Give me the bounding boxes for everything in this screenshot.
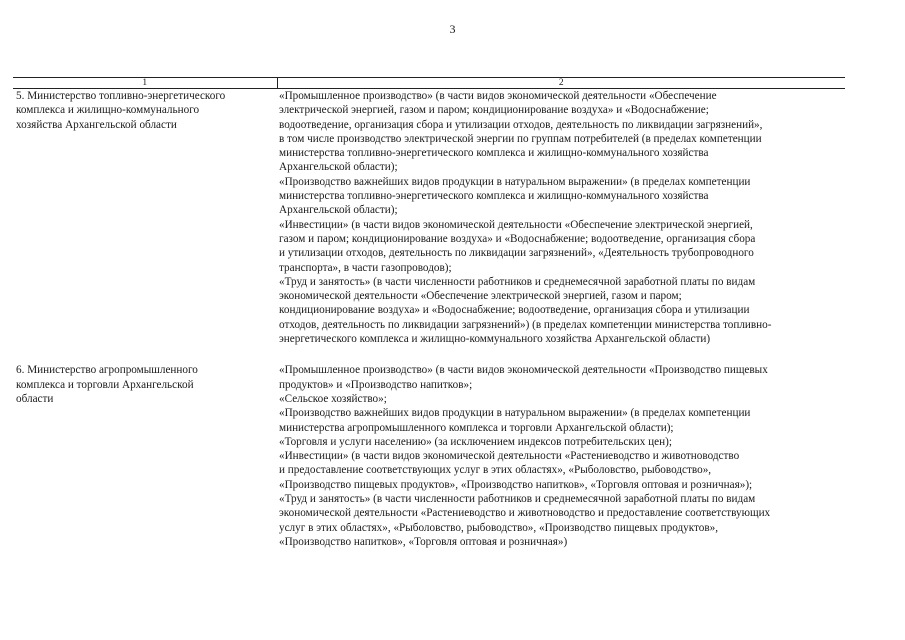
ministry-name-line: 6. Министерство агропромышленного (16, 364, 198, 377)
description-line: продуктов» и «Производство напитков»; (279, 378, 473, 391)
description-line: услуг в этих областях», «Рыболовство, рыбоводство», «Производство пищевых продуктов», (279, 521, 719, 534)
column-header-1: 1 (13, 78, 277, 89)
ministry-name-cell (13, 346, 277, 549)
ministry-name-cell (13, 89, 277, 347)
description-line: «Инвестиции» (в части видов экономической деятельности «Растениеводство и животноводство (279, 450, 740, 463)
description-line: «Производство пищевых продуктов», «Производство напитков», «Торговля оптовая и розничная»); (279, 478, 753, 491)
description-line: министерства топливно-энергетического комплекса и жилищно-коммунального хозяйства (279, 147, 709, 160)
description-line: «Труд и занятость» (в части численности работников и среднемесячной заработной платы по видам (279, 493, 756, 506)
statistics-description-cell (277, 346, 845, 549)
column-header-2: 2 (277, 78, 845, 89)
description-line: Архангельской области); (279, 204, 398, 217)
description-line: газом и паром; кондиционирование воздуха» и «Водоснабжение; водоотведение, организация сбора (279, 232, 756, 245)
description-line: «Производство важнейших видов продукции в натуральном выражении» (в пределах компетенции (279, 175, 751, 188)
table-header-row (13, 78, 845, 89)
description-line: «Производство важнейших видов продукции в натуральном выражении» (в пределах компетенции (279, 407, 751, 420)
description-line: «Труд и занятость» (в части численности работников и среднемесячной заработной платы по видам (279, 275, 756, 288)
description-line: электрической энергией, газом и паром; кондиционирование воздуха» и «Водоснабжение; (279, 104, 709, 117)
table-row (13, 89, 845, 347)
description-line: «Инвестиции» (в части видов экономической деятельности «Обеспечение электрической энергией, (279, 218, 753, 231)
description-line: «Производство напитков», «Торговля оптовая и розничная») (279, 535, 568, 548)
description-line: энергетического комплекса и жилищно-коммунального хозяйства Архангельской области) (279, 333, 711, 346)
description-line: «Сельское хозяйство»; (279, 392, 387, 405)
description-line: «Торговля и услуги населению» (за исключением индексов потребительских цен); (279, 435, 672, 448)
description-line: водоотведение, организация сбора и утилизации отходов, деятельность по ликвидации загрязнений», (279, 118, 763, 131)
page-number: 3 (449, 22, 456, 36)
statistics-description-cell (277, 89, 845, 347)
description-line: Архангельской области); (279, 161, 398, 174)
ministry-table (13, 77, 845, 549)
description-line: кондиционирование воздуха» и «Водоснабжение; водоотведение, организация сбора и утилизации (279, 304, 750, 317)
description-line: транспорта», в части газопроводов); (279, 261, 452, 274)
description-line: «Промышленное производство» (в части видов экономической деятельности «Обеспечение (279, 90, 717, 102)
description-line: экономической деятельности «Обеспечение электрической энергией, газом и паром; (279, 290, 682, 303)
ministry-name-line: хозяйства Архангельской области (16, 118, 177, 131)
description-line: министерства агропромышленного комплекса и торговли Архангельской области); (279, 421, 674, 434)
table-row (13, 346, 845, 549)
ministry-name-line: комплекса и торговли Архангельской (16, 378, 194, 391)
ministry-name-line: 5. Министерство топливно-энергетического (16, 90, 226, 102)
description-line: «Промышленное производство» (в части видов экономической деятельности «Производство пищевых (279, 364, 768, 377)
description-line: и предоставление соответствующих услуг в этих областях», «Рыболовство, рыбоводство», (279, 464, 712, 477)
description-line: министерства топливно-энергетического комплекса и жилищно-коммунального хозяйства (279, 190, 709, 203)
description-line: и утилизации отходов, деятельность по ликвидации загрязнений», «Деятельность трубопроводного (279, 247, 754, 260)
description-line: отходов, деятельность по ликвидации загрязнений») (в пределах компетенции министерства топливно- (279, 318, 772, 331)
ministry-name-line: области (16, 392, 54, 405)
description-line: в том числе производство электрической энергии по группам потребителей (в пределах компетенции (279, 132, 762, 145)
description-line: экономической деятельности «Растениеводство и животноводство и предоставление соответствующих (279, 507, 771, 520)
ministry-name-line: комплекса и жилищно-коммунального (16, 104, 200, 117)
